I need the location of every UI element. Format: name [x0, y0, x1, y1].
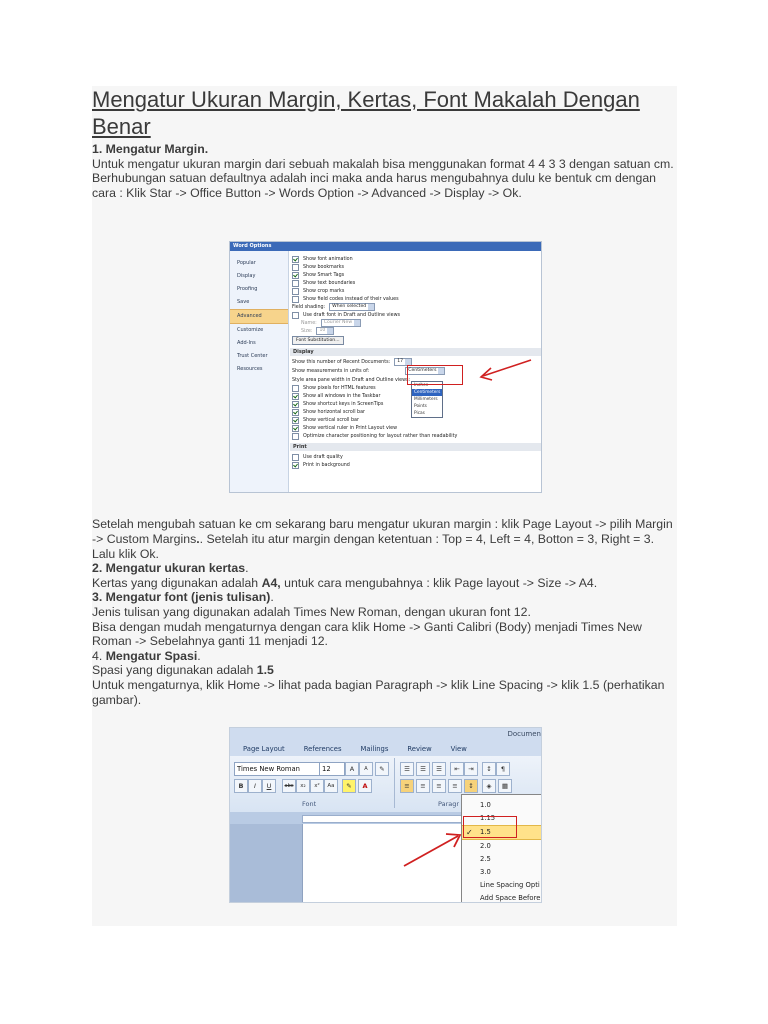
section4-spacing-value: 1.5 — [256, 663, 274, 678]
sidebar-item-resources[interactable]: Resources — [237, 366, 263, 372]
option-row[interactable] — [292, 263, 541, 271]
font-color-icon[interactable]: A — [358, 779, 372, 793]
option-row[interactable] — [292, 453, 541, 461]
checkbox[interactable] — [292, 433, 299, 440]
section4-number: 4. — [92, 648, 106, 663]
option-row[interactable] — [292, 432, 541, 440]
sidebar-item-save[interactable]: Save — [237, 299, 250, 305]
sidebar-item-trust-center[interactable]: Trust Center — [237, 353, 268, 359]
shading-icon[interactable]: ◈ — [482, 779, 496, 793]
option-row[interactable] — [292, 424, 541, 432]
show-marks-icon[interactable]: ¶ — [496, 762, 510, 776]
checkbox[interactable] — [292, 409, 299, 416]
checkbox[interactable] — [292, 272, 299, 279]
font-group-label: Font — [302, 800, 317, 808]
option-label: Show vertical scroll bar — [303, 417, 359, 423]
grow-font-icon[interactable]: A — [345, 762, 359, 776]
numbering-icon[interactable]: ☰ — [416, 762, 430, 776]
field-shading-select[interactable]: When selected — [329, 303, 375, 311]
after-shot1-text-a: Setelah mengubah satuan ke cm sekarang baru mengatur ukuran margin : klik Page Layout -> pilih Margin -> Custom Margins — [92, 517, 673, 546]
units-label: Show measurements in units of: — [292, 368, 370, 374]
italic-icon[interactable]: I — [248, 779, 262, 793]
units-select[interactable]: Centimeters — [405, 367, 445, 375]
size-row — [292, 327, 541, 335]
option-row[interactable] — [292, 295, 541, 303]
ribbon-screenshot — [229, 727, 542, 903]
add-space-before[interactable]: Add Space Before — [480, 894, 541, 902]
option-label: Use draft font in Draft and Outline views — [303, 312, 401, 318]
section3-line1: Jenis tulisan yang digunakan adalah Times New Roman, dengan ukuran font 12. — [92, 604, 531, 619]
sidebar-item-customize[interactable]: Customize — [237, 327, 264, 333]
line-spacing-option[interactable]: 2.0 — [480, 842, 491, 850]
checkmark-icon: ✓ — [466, 828, 473, 837]
justify-icon[interactable]: ≡ — [448, 779, 462, 793]
font-size-select[interactable]: 12 — [319, 762, 345, 776]
tab-mailings[interactable]: Mailings — [360, 745, 389, 753]
checkbox[interactable] — [292, 401, 299, 408]
line-spacing-options-link[interactable]: Line Spacing Opti — [480, 881, 540, 889]
line-spacing-icon[interactable]: ↕ — [464, 779, 478, 793]
group-divider — [394, 758, 395, 808]
multilevel-list-icon[interactable]: ☰ — [432, 762, 446, 776]
style-pane-label: Style area pane width in Draft and Outline views: — [292, 377, 411, 383]
align-center-icon[interactable]: ≡ — [416, 779, 430, 793]
ruler-strip — [302, 815, 466, 823]
annotation-arrow-icon — [475, 356, 535, 384]
checkbox[interactable] — [292, 256, 299, 263]
line-spacing-option[interactable]: 3.0 — [480, 868, 491, 876]
section4-line1 — [92, 663, 677, 678]
after-shot1-dot: . — [196, 531, 200, 546]
section2-text-b: untuk cara mengubahnya : klik Page layout -> Size -> A4. — [280, 575, 598, 590]
tab-review[interactable]: Review — [407, 745, 432, 753]
section2-heading: 2. Mengatur ukuran kertas — [92, 561, 246, 576]
line-spacing-menu — [461, 794, 542, 903]
option-label: Show all windows in the Taskbar — [303, 393, 381, 399]
units-option[interactable]: Millimeters — [414, 397, 438, 402]
bullets-icon[interactable]: ☰ — [400, 762, 414, 776]
size-label: Size: — [301, 328, 313, 334]
decrease-indent-icon[interactable]: ⇤ — [450, 762, 464, 776]
print-section-header: Print — [290, 443, 541, 451]
section2-heading-line — [92, 561, 677, 576]
name-select[interactable]: Courier New — [321, 319, 361, 327]
option-label: Show crop marks — [303, 288, 345, 294]
field-shading-row — [292, 303, 541, 311]
checkbox[interactable] — [292, 454, 299, 461]
sidebar-item-popular[interactable]: Popular — [237, 260, 256, 266]
change-case-icon[interactable]: Aa — [324, 779, 338, 793]
checkbox[interactable] — [292, 288, 299, 295]
checkbox[interactable] — [292, 280, 299, 287]
article-title: Mengatur Ukuran Margin, Kertas, Font Makalah Dengan Benar — [92, 87, 640, 139]
checkbox[interactable] — [292, 264, 299, 271]
sidebar-item-advanced[interactable]: Advanced — [230, 309, 288, 324]
section2-paper-size: A4, — [261, 575, 281, 590]
option-row[interactable] — [292, 311, 541, 319]
section2-body — [92, 576, 677, 591]
option-label: Show field codes instead of their values — [303, 296, 399, 302]
recent-docs-input[interactable]: 17 — [394, 358, 412, 366]
paragraph-group-label: Paragr — [438, 800, 460, 808]
after-shot1-paragraph — [92, 517, 677, 561]
underline-icon[interactable]: U — [262, 779, 276, 793]
section3-heading-line — [92, 590, 677, 605]
units-dropdown-list — [411, 381, 443, 418]
ribbon-titlebar — [230, 728, 541, 742]
annotation-highlight-box — [407, 365, 463, 385]
units-option[interactable]: Inches — [414, 383, 428, 388]
section4-heading: Mengatur Spasi — [105, 648, 198, 663]
tab-references[interactable]: References — [303, 745, 342, 753]
annotation-arrow-icon — [400, 830, 464, 870]
word-options-sidebar — [230, 251, 289, 492]
align-left-icon[interactable]: ≡ — [400, 779, 414, 793]
line-spacing-option[interactable]: 2.5 — [480, 855, 491, 863]
subscript-icon[interactable]: x₂ — [296, 779, 310, 793]
option-label: Show vertical ruler in Print Layout view — [303, 425, 398, 431]
section1-heading: 1. Mengatur Margin. — [92, 142, 209, 156]
option-label: Show shortcut keys in ScreenTips — [303, 401, 384, 407]
document-title: Documen — [507, 730, 541, 738]
font-sub-row — [292, 335, 541, 345]
line-spacing-option[interactable]: 1.0 — [480, 801, 491, 809]
option-label: Show Smart Tags — [303, 272, 345, 278]
option-label: Show font animation — [303, 256, 353, 262]
checkbox[interactable] — [292, 393, 299, 400]
bold-icon[interactable]: B — [234, 779, 248, 793]
font-substitution-button[interactable]: Font Substitution... — [292, 336, 344, 345]
section1-body: Untuk mengatur ukuran margin dari sebuah makalah bisa menggunakan format 4 4 3 3 dengan satuan cm. Berhubungan satuan defaultnya adalah inci maka anda harus mengubahnya dulu ke bentuk cm dengan cara : Klik Star -> Office Button -> Words Option -> Advanced -> Display -> Ok. — [92, 156, 674, 200]
superscript-icon[interactable]: x² — [310, 779, 324, 793]
section3-line2: Bisa dengan mudah mengaturnya dengan cara klik Home -> Ganti Calibri (Body) menjadi Times New Roman -> Sebelahnya ganti 11 menjadi 12. — [92, 619, 642, 649]
option-row[interactable] — [292, 287, 541, 295]
option-label: Print in background — [303, 462, 350, 468]
units-option[interactable]: Points — [414, 404, 427, 409]
checkbox[interactable] — [292, 296, 299, 303]
option-label: Show bookmarks — [303, 264, 345, 270]
increase-indent-icon[interactable]: ⇥ — [464, 762, 478, 776]
annotation-highlight-box — [463, 816, 517, 838]
checkbox[interactable] — [292, 312, 299, 319]
highlight-color-icon[interactable]: ✎ — [342, 779, 356, 793]
units-option-selected[interactable]: Centimeters — [414, 390, 441, 395]
option-label: Optimize character positioning for layout rather than readability — [303, 433, 458, 439]
sidebar-item-display[interactable]: Display — [237, 273, 256, 279]
option-label: Show pixels for HTML features — [303, 385, 376, 391]
display-section-header: Display — [290, 348, 541, 356]
line-spacing-selected-label: 1.5 — [480, 828, 491, 836]
section2-heading-suffix: . — [245, 561, 249, 576]
font-name-select[interactable]: Times New Roman — [234, 762, 320, 776]
name-row — [292, 319, 541, 327]
section4-line1-text: Spasi yang digunakan adalah — [92, 663, 257, 678]
checkbox[interactable] — [292, 425, 299, 432]
word-options-screenshot — [229, 241, 542, 493]
checkbox[interactable] — [292, 385, 299, 392]
after-shot1-text-b: . Setelah itu atur margin dengan ketentuan : Top = 4, Left = 4, Botton = 3, Right = 3. Lalu klik Ok. — [92, 531, 655, 561]
borders-icon[interactable]: ▦ — [498, 779, 512, 793]
option-label: Show horizontal scroll bar — [303, 409, 366, 415]
option-label: Show text boundaries — [303, 280, 356, 286]
tab-page-layout[interactable]: Page Layout — [243, 745, 285, 753]
line-spacing-option[interactable]: 1.15 — [480, 814, 496, 822]
word-options-titlebar: Word Options — [230, 242, 541, 251]
strikethrough-icon[interactable]: abc — [282, 779, 296, 793]
checkbox[interactable] — [292, 417, 299, 424]
section3-heading-suffix: . — [270, 590, 274, 605]
section2-text-a: Kertas yang digunakan adalah — [92, 575, 262, 590]
section3-heading: 3. Mengatur font (jenis tulisan) — [92, 590, 271, 605]
align-right-icon[interactable]: ≡ — [432, 779, 446, 793]
option-row[interactable] — [292, 271, 541, 279]
name-label: Name: — [301, 320, 317, 326]
option-label: Use draft quality — [303, 454, 343, 460]
checkbox[interactable] — [292, 462, 299, 469]
ribbon-tabs — [230, 742, 541, 756]
section4-heading-suffix: . — [197, 648, 201, 663]
sort-icon[interactable]: ↕ — [482, 762, 496, 776]
tab-view[interactable]: View — [450, 745, 467, 753]
section4-line2: Untuk mengaturnya, klik Home -> lihat pada bagian Paragraph -> klik Line Spacing -> klik 1.5 (perhatikan gambar). — [92, 677, 665, 707]
option-row[interactable] — [292, 255, 541, 263]
recent-docs-label: Show this number of Recent Documents: — [292, 359, 391, 365]
units-option[interactable]: Picas — [414, 411, 425, 416]
option-row[interactable] — [292, 279, 541, 287]
shrink-font-icon[interactable]: A — [359, 762, 373, 776]
section4-heading-line — [92, 649, 677, 664]
option-row[interactable] — [292, 461, 541, 469]
sidebar-item-proofing[interactable]: Proofing — [237, 286, 258, 292]
sidebar-item-add-ins[interactable]: Add-Ins — [237, 340, 256, 346]
field-shading-label: Field shading: — [292, 304, 326, 310]
clear-format-icon[interactable]: ✎ — [375, 762, 389, 776]
size-select[interactable]: 10 — [316, 327, 334, 335]
